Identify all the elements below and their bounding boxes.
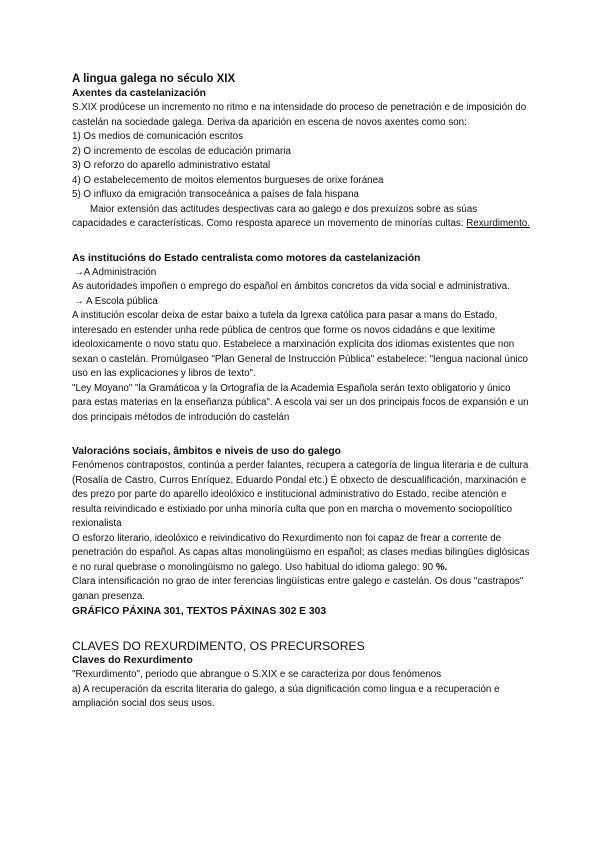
closing-text: Maior extensión das actitudes despectivas cara ao galego e dos prexuízos sobre as súas capacidades e características. Como resposta aparece un movemento de minorías cultas: — [72, 203, 478, 229]
moyano-paragraph: "Ley Moyano" "la Gramáticoa y la Ortografía de la Academia Española serán texto obligatorio y único para estas materias en la enseñanza pública". A escola vai ser un dos principais focos de expansión e un dos principais métodos de introdución do castelán — [72, 382, 529, 423]
section-title-claves: CLAVES DO REXURDIMENTO, OS PRECURSORES — [72, 639, 365, 653]
para2-text: O esforzo literario, ideolóxico e reivindicativo do Rexurdimento non foi capaz de frear a corrente de penetración do español. As capas altas monolingüismo en español; as clases medias bilingües diglósicas e no rural quebrase o monolingüismo no galego. Uso habitual do idioma galego: 90 — [72, 532, 530, 573]
spacer — [72, 232, 532, 252]
spacer — [72, 425, 532, 445]
section-title-valoracions: Valoracións sociais, âmbitos e niveis de uso do galego — [72, 446, 341, 457]
intro-paragraph: S.XIX prodúcese un incremento no ritmo e na intensidade do proceso de penetración e de imposición do castelán na sociedade galega. Deriva da aparición en escena de novos axentes como son: — [72, 102, 527, 128]
claves-intro: "Rexurdimento", periodo que abrangue o S.XIX e se caracteriza por dous fenómenos — [72, 669, 442, 680]
subtitle-axentes: Axentes da castelanización — [72, 88, 206, 99]
subtitle-claves: Claves do Rexurdimento — [72, 655, 193, 666]
claves-item-a: a) A recuperación da escrita literaria do galego, a súa dignificación como lingua e a recuperación e ampliación social dos seus usos. — [72, 683, 500, 709]
school-label: → A Escola pública — [74, 295, 158, 307]
graphic-reference: GRÁFICO PÁXINA 301, TEXTOS PÁXINAS 302 E 303 — [72, 606, 327, 617]
valoracions-paragraph-3: Clara intensificación no grao de inter ferencias lingüísticas entre galego e castelán. Os dous "castrapos" ganan presenza. — [72, 576, 524, 602]
list-item: 4) O estabelecemento de moitos elementos burgueses de orixe foránea — [72, 174, 384, 186]
admin-label: →A Administración — [74, 266, 157, 278]
spacer — [72, 619, 532, 639]
valoracions-paragraph-2 — [72, 532, 532, 576]
admin-paragraph: As autoridades impoñen o emprego do español en ámbitos concretos da vida social e administrativa. — [72, 281, 510, 292]
closing-paragraph — [72, 203, 532, 232]
valoracions-paragraph-1: Fenómenos contrapostos, continúa a perder falantes, recupera a categoría de lingua literaria e de cultura (Rosalía de Castro, Curros Enríquez, Eduardo Pondal etc.) É obxecto de descualificación, marxinación e des prezo por parte do aparello ideolóxico e institucional administrativo do Estado, recibe atención e resulta reivindicado e estixiado por unha minoría culta que pon en marcha o movemento sociopolítico rexionalista — [72, 460, 529, 529]
list-item: 1) Os medios de comunicación escritos — [72, 131, 243, 142]
section-title-xix: A lingua galega no século XIX — [72, 73, 236, 85]
list-item: 5) O influxo da emigración transoceánica a países de fala hispana — [72, 189, 360, 200]
para2-percent: %. — [435, 561, 448, 573]
section-title-institucions: As institucións do Estado centralista como motores da castelanización — [72, 252, 421, 264]
document-page — [72, 72, 532, 712]
list-item: 3) O reforzo do aparello administrativo estatal — [72, 160, 271, 171]
school-paragraph: A institución escolar deixa de estar baixo a tutela da Igrexa católica para pasar a mans do Estado, interesado en estender unha rede pública de centros que forme os novos cidadáns e que lexitime ideoloxicamente o novo statu quo. Estabelece a marxinación explícita dos idiomas existentes que non sexan o castelán. Promúlgaseo "Plan General de Instrucción Pública" estabelece: "lengua nacional único uso en las explicaciones y libros de texto". — [72, 310, 528, 379]
axentes-list — [72, 130, 532, 203]
rexurdimento-link: Rexurdimento. — [466, 218, 530, 229]
list-item: 2) O incremento de escolas de educación primaria — [72, 145, 291, 157]
